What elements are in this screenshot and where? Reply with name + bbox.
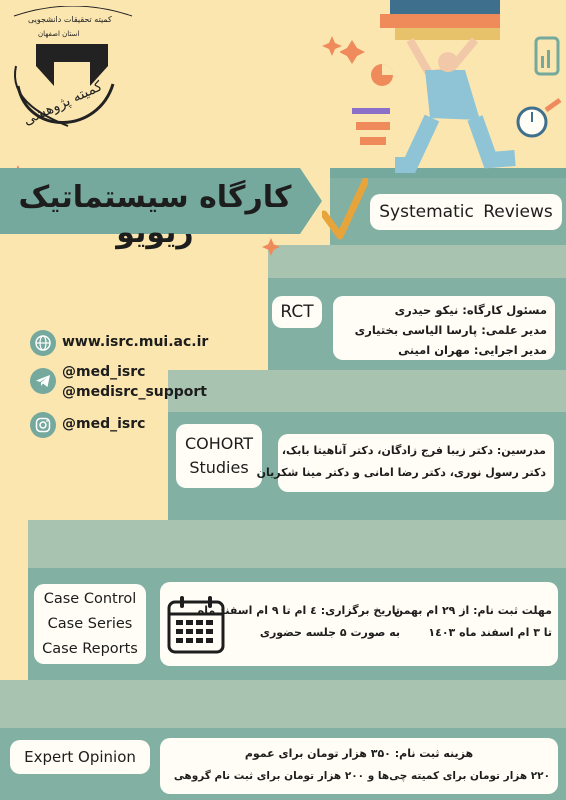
level-label: Case Control: [43, 590, 137, 607]
level-label: COHORT: [184, 434, 254, 453]
level-cohort: [176, 424, 262, 488]
logo-shield-icon: [8, 6, 138, 136]
level-label: Case Series: [47, 615, 133, 632]
logo-org-text: کمیته تحقیقات دانشجویی: [28, 15, 112, 24]
fees-line-1: هزینه ثبت نام: ۳۵۰ هزار تومان برای عموم: [244, 747, 474, 760]
teachers-line-2: دکتر رسول نوری، دکتر رضا امانی و دکتر مینا شکریان: [256, 466, 546, 479]
event-date-line-2: به صورت ۵ جلسه حضوری: [259, 626, 400, 639]
fees-line-2: ۲۲۰ هزار تومان برای کمیته چی‌ها و ۲۰۰ هزار تومان برای ثبت نام گروهی: [173, 770, 550, 782]
level-label: Studies: [189, 458, 249, 477]
person-lifting-books-illustration: [340, 0, 566, 175]
staff-box: [333, 296, 555, 360]
telegram-handle-1[interactable]: @med_isrc: [62, 364, 146, 380]
title-banner: [0, 168, 322, 250]
sparkle-icon: [322, 36, 342, 56]
level-case-studies: [34, 584, 146, 664]
deadline-line-2: تا ۳ ام اسفند ماه ۱٤۰۳: [428, 626, 552, 639]
level-rct: [272, 296, 322, 328]
page-title: کارگاه سیستماتیک ریویو: [18, 180, 292, 250]
telegram-icon: [30, 368, 56, 394]
checkmark-icon: [322, 178, 368, 240]
instagram-icon: [30, 412, 56, 438]
staff-scientific: مدیر علمی: پارسا الیاسی بختیاری: [354, 323, 547, 337]
teachers-line-1: مدرسین: دکتر زیبا فرج زادگان، دکتر آناهیتا بابک،: [281, 444, 546, 457]
level-label: Case Reports: [42, 640, 138, 657]
event-date: [197, 600, 400, 644]
staff-manager: مسئول کارگاه: نیکو حیدری: [394, 303, 547, 317]
teachers-box: [256, 434, 554, 492]
level-systematic-reviews: [370, 194, 562, 230]
fees-box: [160, 738, 558, 794]
registration-deadline: [393, 600, 552, 644]
staff-executive: مدیر اجرایی: مهران امینی: [398, 343, 547, 357]
logo-calligraphy: کمیته پژوهشی: [20, 78, 105, 129]
level-expert-opinion: [10, 740, 150, 774]
level-label: RCT: [280, 302, 314, 322]
level-label: Expert Opinion: [24, 748, 136, 766]
instagram-handle[interactable]: @med_isrc: [62, 416, 146, 432]
schedule-box: [160, 582, 558, 666]
deadline-line-1: مهلت ثبت نام: از ۲۹ ام بهمن: [393, 604, 552, 617]
website-link[interactable]: www.isrc.mui.ac.ir: [62, 334, 209, 350]
globe-icon: [30, 330, 56, 356]
event-date-line-1: تاریخ برگزاری: ٤ ام تا ۹ ام اسفند ماه: [197, 604, 400, 617]
logo-province-text: استان اصفهان: [38, 30, 80, 38]
telegram-handle-2[interactable]: @medisrc_support: [62, 384, 207, 400]
logo: [8, 6, 138, 136]
level-label: Systematic Reviews: [379, 202, 553, 222]
